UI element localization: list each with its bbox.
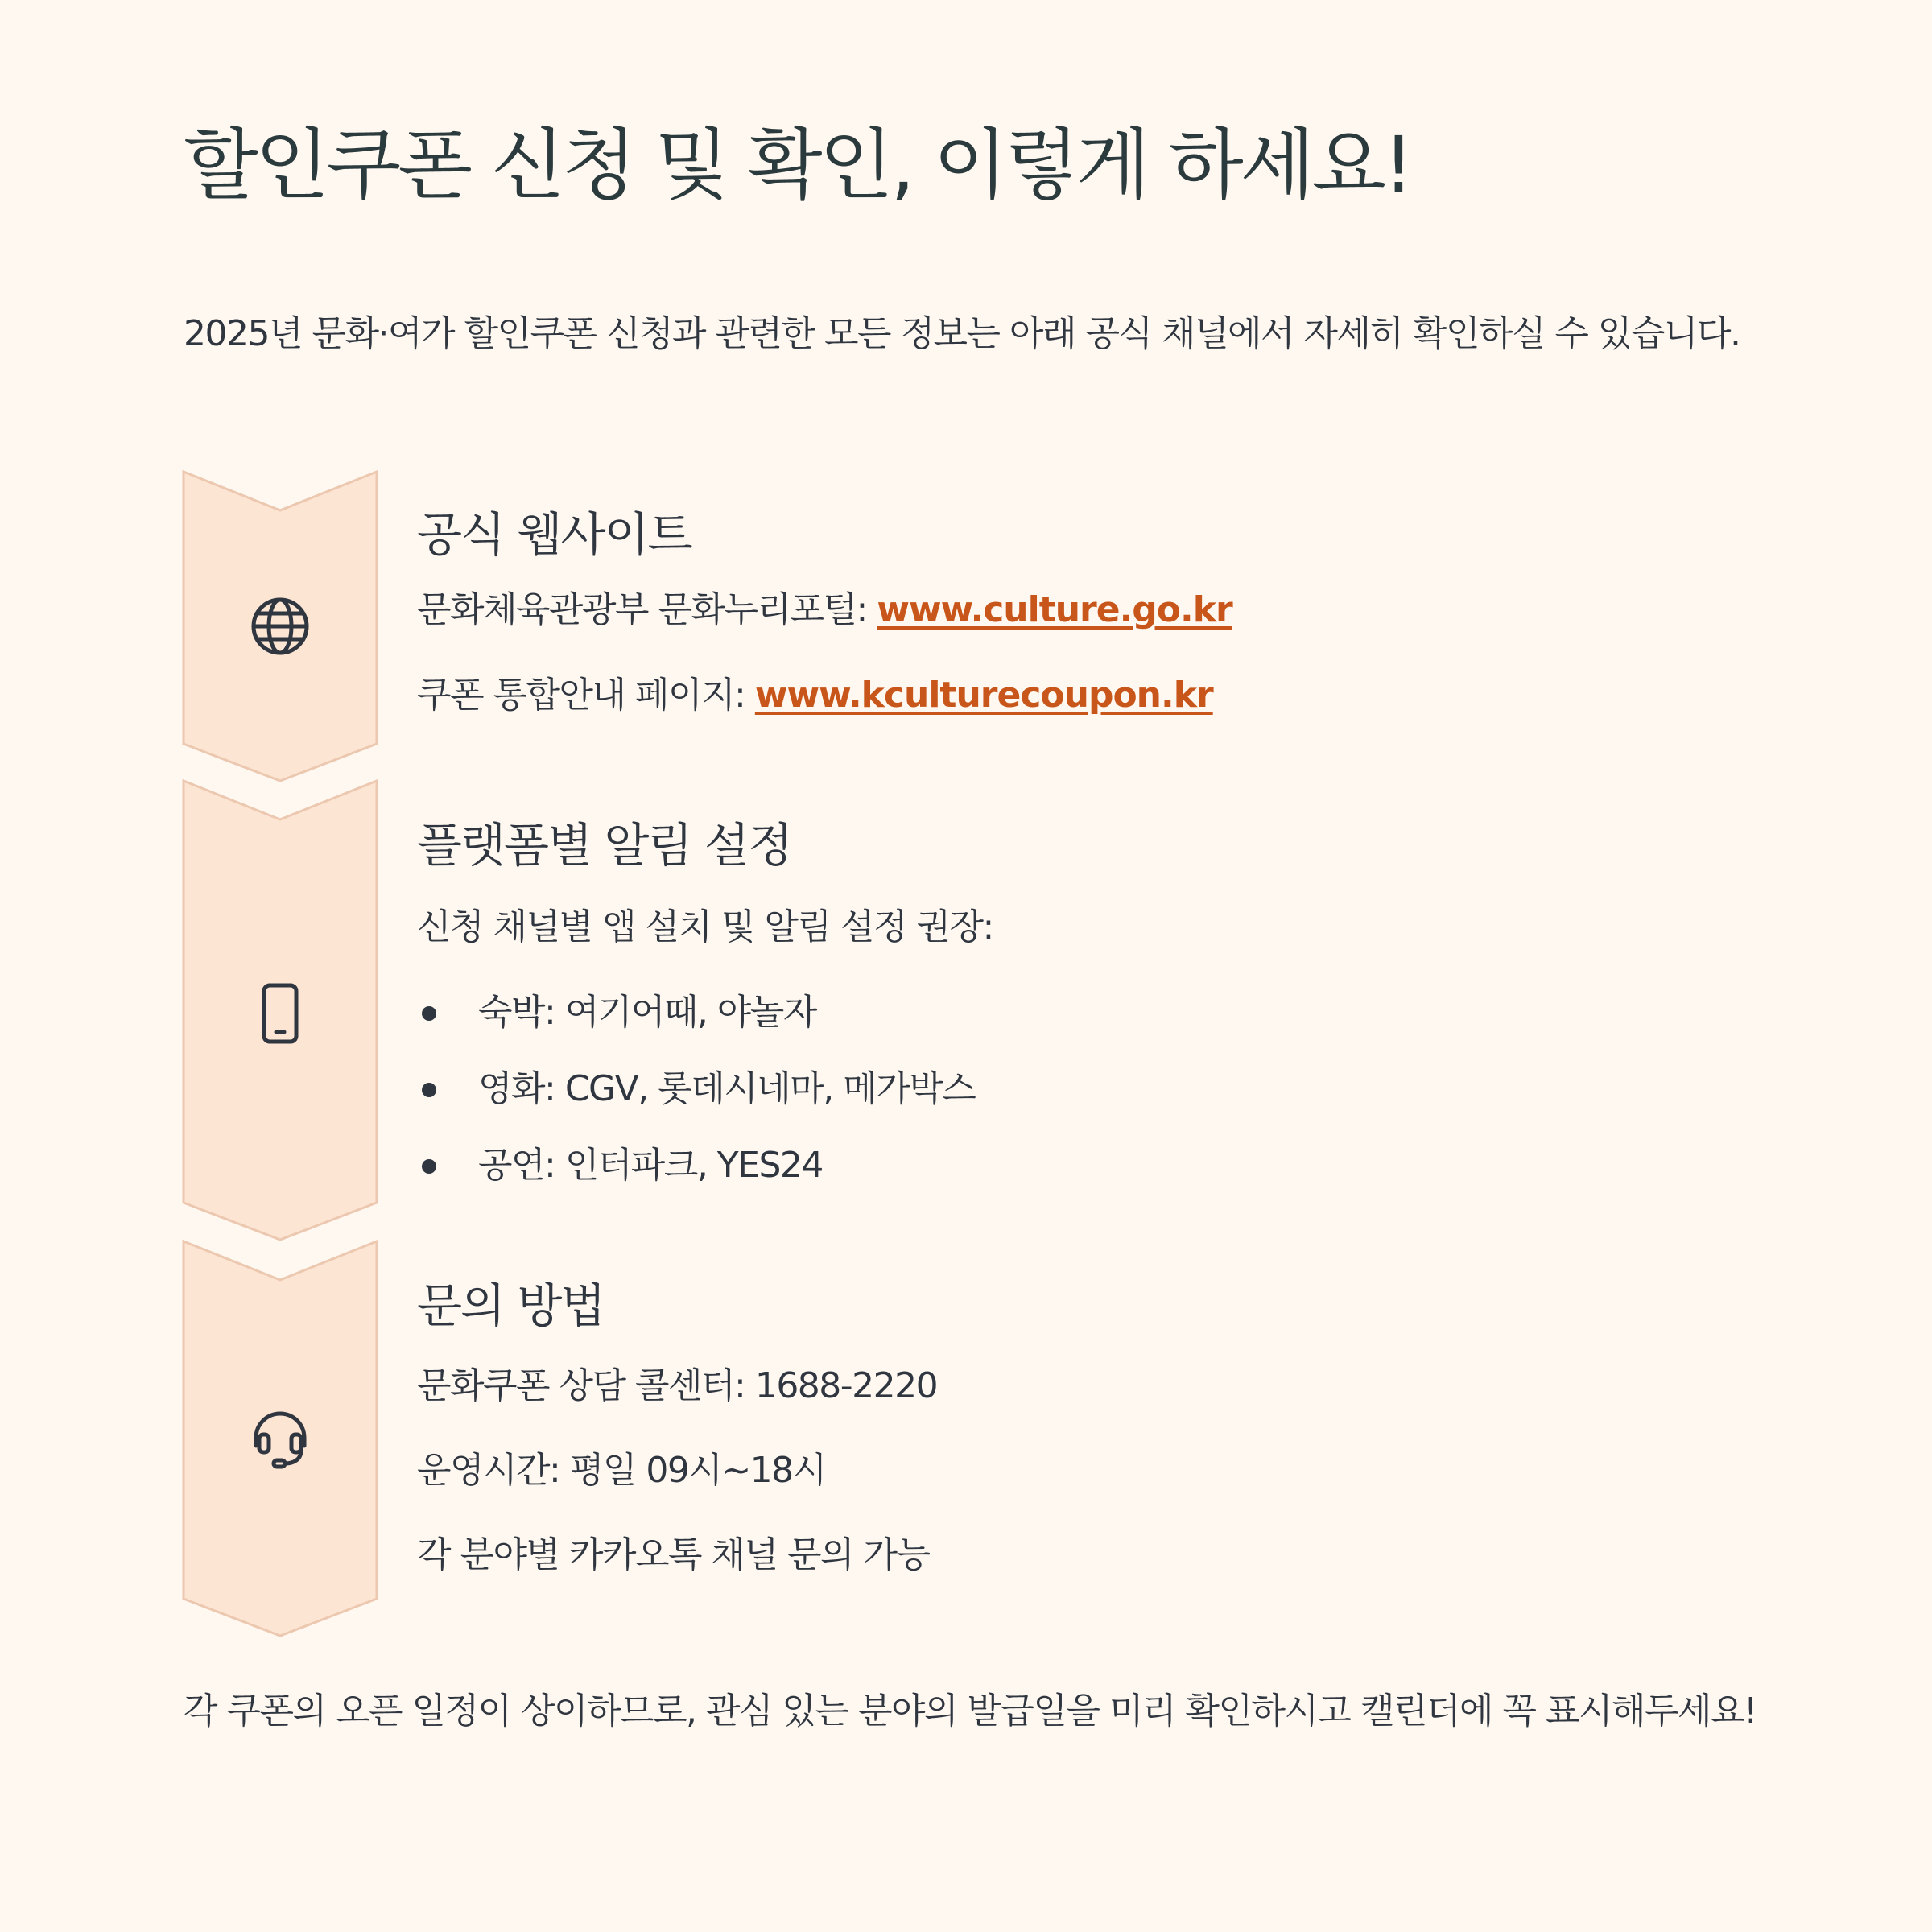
culture-portal-line [417, 586, 1785, 634]
section-website [417, 502, 1785, 720]
culture-portal-label: 문화체육관광부 문화누리포털: [417, 589, 877, 630]
closing-note: 각 쿠폰의 오픈 일정이 상이하므로, 관심 있는 분야의 발급일을 미리 확인하시고 캘린더에 꼭 표시해두세요! [184, 1690, 1757, 1732]
call-center-line: 문화쿠폰 상담 콜센터: 1688-2220 [417, 1365, 938, 1406]
smartphone-icon [248, 982, 312, 1046]
page-title: 할인쿠폰 신청 및 확인, 이렇게 하세요! [184, 120, 1411, 210]
list-item-text: 숙박: 여기어때, 야놀자 [478, 992, 816, 1033]
headset-icon [248, 1407, 312, 1472]
list-item [417, 1141, 1785, 1190]
list-item [417, 989, 1785, 1037]
globe-icon [248, 594, 312, 658]
platform-lead-text: 신청 채널별 앱 설치 및 알림 설정 권장: [417, 906, 993, 947]
section-platform-alerts [417, 813, 1785, 1190]
intro-paragraph: 2025년 문화·여가 할인쿠폰 신청과 관련한 모든 정보는 아래 공식 채널에서 자세히 확인하실 수 있습니다. [184, 313, 1740, 354]
coupon-guide-label: 쿠폰 통합안내 페이지: [417, 675, 755, 716]
operating-hours-line: 운영시간: 평일 09시~18시 [417, 1450, 826, 1491]
section-inquiry [417, 1274, 1785, 1579]
kakao-channel-line: 각 분야별 카카오톡 채널 문의 가능 [417, 1534, 930, 1575]
section-title: 플랫폼별 알림 설정 [417, 818, 792, 873]
step-chevron-platform [182, 779, 378, 1241]
platform-list [417, 989, 1785, 1190]
section-title: 문의 방법 [417, 1278, 605, 1333]
step-chevron-inquiry [182, 1240, 378, 1637]
culture-portal-link[interactable]: www.culture.go.kr [877, 589, 1232, 630]
bullet-icon [422, 1006, 436, 1021]
section-title: 공식 웹사이트 [417, 507, 691, 562]
bullet-icon [422, 1159, 436, 1174]
coupon-guide-link[interactable]: www.kculturecoupon.kr [754, 675, 1213, 716]
step-chevron-website [182, 470, 378, 782]
list-item-text: 영화: CGV, 롯데시네마, 메가박스 [478, 1068, 976, 1109]
list-item [417, 1065, 1785, 1113]
coupon-guide-line [417, 671, 1785, 720]
bullet-icon [422, 1083, 436, 1097]
list-item-text: 공연: 인터파크, YES24 [478, 1145, 823, 1186]
